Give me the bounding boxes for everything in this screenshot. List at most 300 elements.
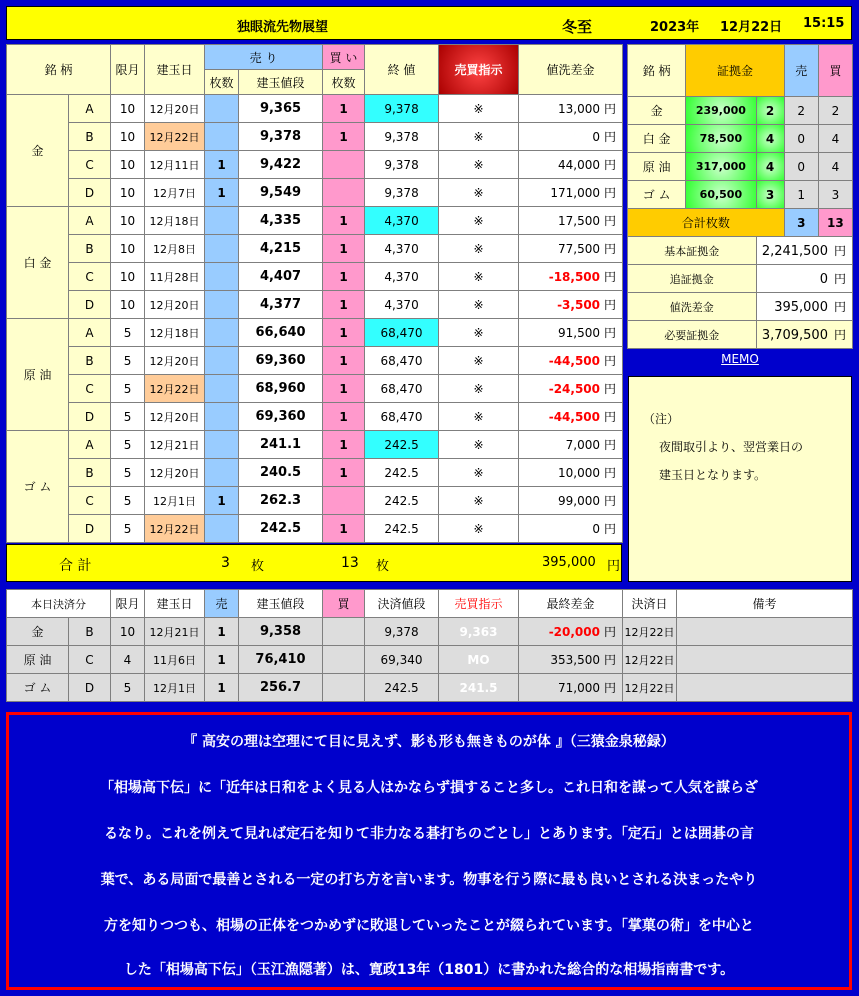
limit-month: 5 [111, 375, 145, 403]
slot-letter: A [69, 207, 111, 235]
open-date: 12月1日 [145, 487, 205, 515]
memo-header [627, 348, 853, 372]
sell-qty: 1 [205, 151, 239, 179]
settled-header-order: 売買指示 [439, 590, 519, 618]
order-mark: ※ [439, 123, 519, 151]
yen-unit: 円 [603, 625, 616, 639]
buy-qty [323, 179, 365, 207]
open-date: 12月18日 [145, 207, 205, 235]
settled-final-cell [519, 674, 623, 702]
limit-month: 5 [111, 403, 145, 431]
settled-table [6, 589, 853, 702]
summary-cell [756, 237, 852, 265]
margin-row [628, 125, 853, 153]
margin-header-buy: 買 [818, 45, 852, 97]
close-price: 4,370 [365, 207, 439, 235]
margin-ratio: 4 [756, 153, 784, 181]
settled-slot: D [69, 674, 111, 702]
position-row [7, 95, 623, 123]
diff-value: 171,000 [550, 186, 601, 200]
issue-name: 原 油 [7, 319, 69, 431]
slot-letter: C [69, 375, 111, 403]
close-price: 242.5 [365, 431, 439, 459]
buy-qty: 1 [323, 375, 365, 403]
settled-sell-qty: 1 [205, 646, 239, 674]
margin-ratio: 2 [756, 97, 784, 125]
totals-buy-qty: 13 [341, 555, 359, 571]
order-button[interactable]: 売買指示 [439, 45, 519, 95]
yen-unit: 円 [604, 102, 617, 116]
buy-qty: 1 [323, 291, 365, 319]
slot-letter: C [69, 487, 111, 515]
summary-cell [756, 321, 852, 349]
totals-bar [6, 544, 622, 582]
order-mark: ※ [439, 487, 519, 515]
position-row [7, 263, 623, 291]
settled-price: 76,410 [239, 646, 323, 674]
buy-qty: 1 [323, 95, 365, 123]
yen-unit: 円 [604, 242, 617, 256]
sell-qty [205, 459, 239, 487]
summary-cell [756, 265, 852, 293]
settled-header-limit: 限月 [111, 590, 145, 618]
open-date: 12月21日 [145, 431, 205, 459]
close-price: 68,470 [365, 347, 439, 375]
settled-order: MO [439, 646, 519, 674]
order-mark: ※ [439, 235, 519, 263]
summary-value: 2,241,500 [761, 244, 828, 259]
settled-issue: ゴ ム [7, 674, 69, 702]
close-price: 242.5 [365, 515, 439, 543]
summary-cell [756, 293, 852, 321]
sell-qty [205, 347, 239, 375]
settled-row [7, 646, 853, 674]
totals-sell-qty: 3 [221, 555, 230, 571]
close-price: 9,378 [365, 179, 439, 207]
diff-cell [519, 95, 623, 123]
quote-line-3: るなり。これを例えて見れば定石を知りて非力なる碁打ちのごとし」とあります。「定石」とは囲碁の言 [104, 826, 754, 842]
settled-final: -20,000 [548, 625, 600, 639]
buy-qty: 1 [323, 123, 365, 151]
issue-name: 金 [7, 95, 69, 207]
order-mark: ※ [439, 459, 519, 487]
margin-issue: ゴ ム [628, 181, 686, 209]
margin-issue: 原 油 [628, 153, 686, 181]
position-row [7, 431, 623, 459]
open-price: 9,365 [239, 95, 323, 123]
open-date: 12月20日 [145, 291, 205, 319]
slot-letter: A [69, 431, 111, 459]
position-row [7, 487, 623, 515]
summary-label: 追証拠金 [628, 265, 757, 293]
diff-value: 17,500 [558, 214, 601, 228]
close-price: 242.5 [365, 487, 439, 515]
diff-cell [519, 319, 623, 347]
sell-qty [205, 123, 239, 151]
limit-month: 10 [111, 291, 145, 319]
open-date: 12月20日 [145, 347, 205, 375]
diff-cell [519, 431, 623, 459]
settled-open-date: 11月6日 [145, 646, 205, 674]
settled-header-settle-price: 決済値段 [365, 590, 439, 618]
margin-summary-row [628, 265, 853, 293]
open-date: 12月22日 [145, 515, 205, 543]
position-row [7, 375, 623, 403]
sell-qty [205, 431, 239, 459]
open-price: 4,335 [239, 207, 323, 235]
limit-month: 10 [111, 207, 145, 235]
slot-letter: B [69, 347, 111, 375]
header-buy-qty: 枚数 [323, 70, 365, 95]
quote-line-4: 葉で、ある局面で最善とされる一定の打ち方を言います。物事を行う際に最も良いとされる決まったやり [100, 872, 758, 888]
settled-order: 241.5 [439, 674, 519, 702]
position-row [7, 459, 623, 487]
header-sell-qty: 枚数 [205, 70, 239, 95]
buy-qty: 1 [323, 403, 365, 431]
position-row [7, 123, 623, 151]
summary-value: 3,709,500 [761, 328, 828, 343]
memo-line-1: （注） [643, 412, 680, 426]
open-price: 4,215 [239, 235, 323, 263]
limit-month: 10 [111, 95, 145, 123]
limit-month: 5 [111, 487, 145, 515]
settled-date: 12月22日 [623, 618, 677, 646]
sell-qty [205, 291, 239, 319]
totals-diff: 395,000 [542, 555, 596, 570]
settled-slot: C [69, 646, 111, 674]
order-mark: ※ [439, 291, 519, 319]
settled-remarks [677, 674, 853, 702]
margin-total-row [628, 209, 853, 237]
order-mark: ※ [439, 95, 519, 123]
close-price: 68,470 [365, 319, 439, 347]
totals-buy-unit: 枚 [376, 559, 390, 574]
margin-header-sell: 売 [784, 45, 818, 97]
yen-unit: 円 [604, 494, 617, 508]
diff-cell [519, 151, 623, 179]
open-price: 240.5 [239, 459, 323, 487]
diff-cell [519, 375, 623, 403]
open-date: 12月22日 [145, 123, 205, 151]
margin-sell: 1 [784, 181, 818, 209]
quote-line-2: 「相場高下伝」に「近年は日和をよく見る人はかならず損すること多し。これ日和を謀って人気を謀らざ [100, 780, 758, 796]
margin-panel [627, 44, 853, 349]
margin-value: 317,000 [686, 153, 756, 181]
yen-unit: 円 [604, 410, 617, 424]
memo-line-2: 夜間取引より、翌営業日の [659, 440, 804, 454]
yen-unit: 円 [604, 130, 617, 144]
diff-cell [519, 487, 623, 515]
issue-name: ゴ ム [7, 431, 69, 543]
diff-cell [519, 347, 623, 375]
slot-letter: D [69, 403, 111, 431]
limit-month: 5 [111, 319, 145, 347]
yen-unit: 円 [604, 158, 617, 172]
open-price: 68,960 [239, 375, 323, 403]
margin-issue: 金 [628, 97, 686, 125]
margin-row [628, 181, 853, 209]
settled-header-buy: 買 [323, 590, 365, 618]
settled-limit: 4 [111, 646, 145, 674]
totals-yen: 円 [607, 559, 621, 574]
slot-letter: C [69, 151, 111, 179]
settled-header-settle-date: 決済日 [623, 590, 677, 618]
app-title: 独眼流先物展望 [237, 20, 329, 35]
order-mark: ※ [439, 179, 519, 207]
margin-buy: 3 [818, 181, 852, 209]
sell-qty [205, 319, 239, 347]
margin-summary-row [628, 321, 853, 349]
settled-final-cell [519, 646, 623, 674]
settled-settle-price: 69,340 [365, 646, 439, 674]
diff-value: 0 [592, 130, 601, 144]
settled-row [7, 618, 853, 646]
sell-qty [205, 235, 239, 263]
buy-qty: 1 [323, 515, 365, 543]
yen-unit: 円 [603, 681, 616, 695]
yen-unit: 円 [604, 270, 617, 284]
header-open-date: 建玉日 [145, 45, 205, 95]
diff-value: 7,000 [565, 438, 601, 452]
settled-header-title: 本日決済分 [7, 590, 111, 618]
open-price: 242.5 [239, 515, 323, 543]
position-row [7, 319, 623, 347]
margin-summary-row [628, 237, 853, 265]
diff-cell [519, 179, 623, 207]
title-bar [6, 6, 852, 40]
quote-line-1: 『 高安の理は空理にて目に見えず、影も形も無きものが体 』（三猿金泉秘録） [183, 734, 675, 750]
sell-qty [205, 95, 239, 123]
settled-sell-qty: 1 [205, 618, 239, 646]
settled-buy-qty [323, 646, 365, 674]
yen-unit: 円 [604, 298, 617, 312]
order-mark: ※ [439, 151, 519, 179]
diff-cell [519, 123, 623, 151]
settled-open-date: 12月1日 [145, 674, 205, 702]
diff-value: -3,500 [557, 298, 601, 312]
open-price: 69,360 [239, 347, 323, 375]
open-price: 9,378 [239, 123, 323, 151]
totals-label: 合 計 [59, 558, 92, 574]
settled-buy-qty [323, 674, 365, 702]
positions-table [6, 44, 623, 543]
close-price: 9,378 [365, 151, 439, 179]
close-price: 68,470 [365, 403, 439, 431]
open-date: 12月20日 [145, 403, 205, 431]
open-price: 9,422 [239, 151, 323, 179]
order-mark: ※ [439, 403, 519, 431]
buy-qty: 1 [323, 263, 365, 291]
yen-unit: 円 [604, 214, 617, 228]
header-issue: 銘 柄 [7, 45, 111, 95]
buy-qty: 1 [323, 459, 365, 487]
totals-sell-unit: 枚 [251, 559, 265, 574]
summary-label: 基本証拠金 [628, 237, 757, 265]
buy-qty: 1 [323, 347, 365, 375]
margin-sell: 2 [784, 97, 818, 125]
settled-remarks [677, 618, 853, 646]
settled-settle-price: 9,378 [365, 618, 439, 646]
open-date: 12月7日 [145, 179, 205, 207]
quote-line-5: 方を知りつつも、相場の正体をつかめずに敗退していったことが綴られています。「掌菓の術」を中心と [104, 918, 754, 934]
limit-month: 5 [111, 515, 145, 543]
margin-total-sell: 3 [784, 209, 818, 237]
position-row [7, 515, 623, 543]
limit-month: 5 [111, 459, 145, 487]
order-mark: ※ [439, 431, 519, 459]
yen-unit: 円 [604, 326, 617, 340]
header-buy: 買 い [323, 45, 365, 70]
settled-header-open-date: 建玉日 [145, 590, 205, 618]
settled-settle-price: 242.5 [365, 674, 439, 702]
quote-line-6: した「相場高下伝」（玉江漁隠著）は、寛政13年（1801）に書かれた総合的な相場指南書です。 [123, 962, 735, 978]
margin-row [628, 153, 853, 181]
settled-final-cell [519, 618, 623, 646]
diff-value: 99,000 [558, 494, 601, 508]
open-date: 12月20日 [145, 459, 205, 487]
close-price: 4,370 [365, 263, 439, 291]
buy-qty [323, 151, 365, 179]
yen-unit: 円 [833, 300, 846, 314]
memo-box [628, 376, 852, 582]
settled-limit: 5 [111, 674, 145, 702]
close-price: 242.5 [365, 459, 439, 487]
buy-qty: 1 [323, 207, 365, 235]
sell-qty [205, 263, 239, 291]
yen-unit: 円 [833, 244, 846, 258]
memo-line-3: 建玉日となります。 [659, 468, 767, 482]
settled-price: 9,358 [239, 618, 323, 646]
settled-header-sell: 売 [205, 590, 239, 618]
slot-letter: A [69, 319, 111, 347]
sell-qty: 1 [205, 487, 239, 515]
sell-qty [205, 207, 239, 235]
diff-cell [519, 263, 623, 291]
yen-unit: 円 [604, 186, 617, 200]
close-price: 4,370 [365, 291, 439, 319]
open-date: 12月11日 [145, 151, 205, 179]
open-price: 4,407 [239, 263, 323, 291]
open-date: 12月8日 [145, 235, 205, 263]
order-mark: ※ [439, 263, 519, 291]
settled-header-remarks: 備考 [677, 590, 853, 618]
position-row [7, 235, 623, 263]
position-row [7, 207, 623, 235]
close-price: 4,370 [365, 235, 439, 263]
header-limit: 限月 [111, 45, 145, 95]
open-date: 12月22日 [145, 375, 205, 403]
year-label: 2023年 [650, 20, 700, 35]
slot-letter: D [69, 291, 111, 319]
summary-value: 0 [819, 272, 828, 287]
date-label: 12月22日 [720, 20, 783, 35]
slot-letter: D [69, 515, 111, 543]
open-date: 11月28日 [145, 263, 205, 291]
slot-letter: D [69, 179, 111, 207]
margin-buy: 2 [818, 97, 852, 125]
open-price: 69,360 [239, 403, 323, 431]
diff-value: -18,500 [548, 270, 601, 284]
close-price: 68,470 [365, 375, 439, 403]
settled-sell-qty: 1 [205, 674, 239, 702]
yen-unit: 円 [604, 382, 617, 396]
settled-date: 12月22日 [623, 646, 677, 674]
buy-qty [323, 487, 365, 515]
diff-value: 77,500 [558, 242, 601, 256]
diff-value: -44,500 [548, 354, 601, 368]
settled-final: 71,000 [557, 681, 600, 695]
diff-value: 13,000 [558, 102, 601, 116]
position-row [7, 179, 623, 207]
quote-box [6, 712, 852, 990]
limit-month: 5 [111, 431, 145, 459]
diff-value: -44,500 [548, 410, 601, 424]
limit-month: 10 [111, 179, 145, 207]
position-row [7, 291, 623, 319]
limit-month: 10 [111, 263, 145, 291]
margin-ratio: 4 [756, 125, 784, 153]
order-mark: ※ [439, 347, 519, 375]
slot-letter: B [69, 123, 111, 151]
order-mark: ※ [439, 319, 519, 347]
settled-header-final: 最終差金 [519, 590, 623, 618]
settled-buy-qty [323, 618, 365, 646]
limit-month: 10 [111, 123, 145, 151]
margin-value: 78,500 [686, 125, 756, 153]
yen-unit: 円 [833, 328, 846, 342]
margin-ratio: 3 [756, 181, 784, 209]
diff-value: 44,000 [558, 158, 601, 172]
margin-total-label: 合計枚数 [628, 209, 785, 237]
slot-letter: C [69, 263, 111, 291]
margin-issue: 白 金 [628, 125, 686, 153]
summary-value: 395,000 [774, 300, 828, 315]
header-close: 終 値 [365, 45, 439, 95]
open-price: 9,549 [239, 179, 323, 207]
settled-final: 353,500 [550, 653, 600, 667]
buy-qty: 1 [323, 431, 365, 459]
settled-remarks [677, 646, 853, 674]
settled-price: 256.7 [239, 674, 323, 702]
slot-letter: A [69, 95, 111, 123]
settled-issue: 金 [7, 618, 69, 646]
summary-label: 必要証拠金 [628, 321, 757, 349]
order-mark: ※ [439, 515, 519, 543]
diff-cell [519, 207, 623, 235]
header-price: 建玉値段 [239, 70, 323, 95]
margin-header-issue: 銘 柄 [628, 45, 686, 97]
order-mark: ※ [439, 207, 519, 235]
buy-qty: 1 [323, 235, 365, 263]
margin-header-margin: 証拠金 [686, 45, 784, 97]
yen-unit: 円 [604, 466, 617, 480]
diff-value: 0 [592, 522, 601, 536]
settled-row [7, 674, 853, 702]
memo-link[interactable]: MEMO [721, 352, 759, 366]
sell-qty [205, 515, 239, 543]
sell-qty [205, 375, 239, 403]
diff-cell [519, 403, 623, 431]
position-row [7, 151, 623, 179]
buy-qty: 1 [323, 319, 365, 347]
slot-letter: B [69, 235, 111, 263]
open-price: 241.1 [239, 431, 323, 459]
diff-cell [519, 515, 623, 543]
diff-cell [519, 235, 623, 263]
settled-date: 12月22日 [623, 674, 677, 702]
margin-row [628, 97, 853, 125]
header-diff: 値洗差金 [519, 45, 623, 95]
